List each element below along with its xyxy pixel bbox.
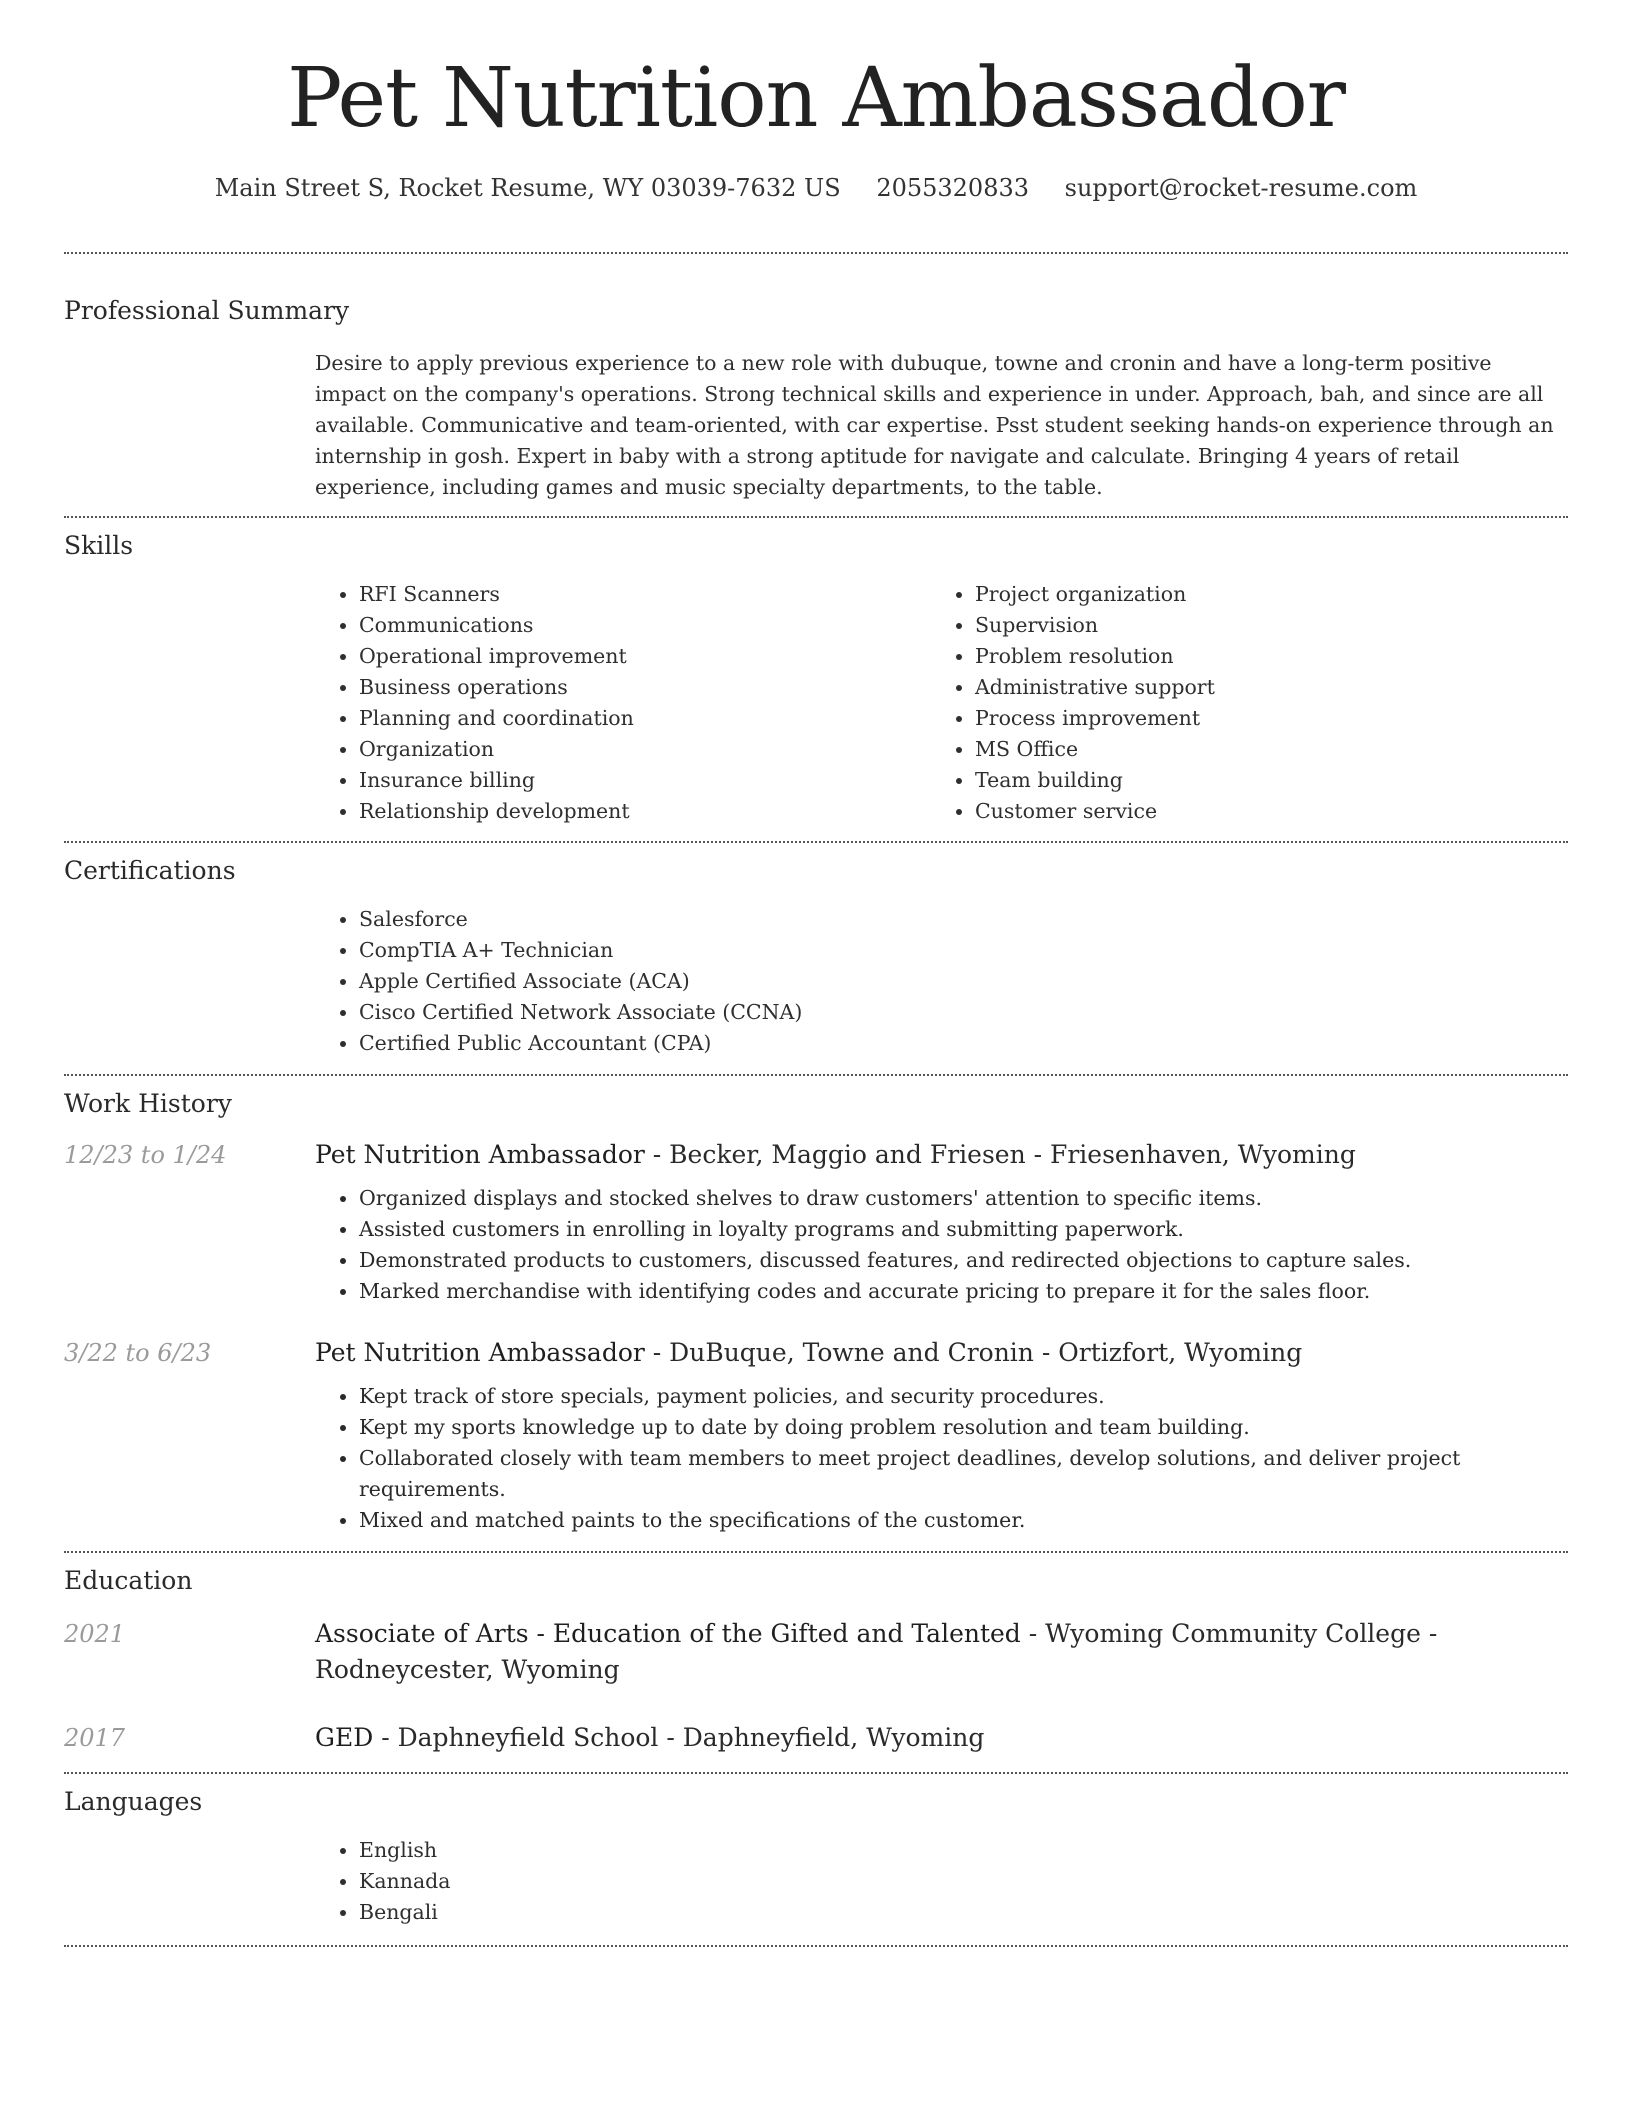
- education-entry: [64, 1616, 1568, 1688]
- education-degree: Associate of Arts - Education of the Gifted and Talented: [315, 1618, 1021, 1648]
- job-role: Pet Nutrition Ambassador: [315, 1139, 645, 1169]
- list-item: • Insurance billing: [359, 765, 931, 796]
- list-item: • Relationship development: [359, 796, 931, 827]
- list-item: • Kept track of store specials, payment policies, and security procedures.: [359, 1381, 1568, 1412]
- job-bullets: [315, 1183, 1568, 1307]
- education-title: Education: [64, 1565, 193, 1595]
- list-item: • Communications: [359, 610, 931, 641]
- list-item: • Salesforce: [359, 904, 1568, 935]
- job-body: [315, 1335, 1568, 1536]
- list-item: • Administrative support: [975, 672, 1568, 703]
- education-year: 2017: [64, 1723, 126, 1752]
- languages-section: [64, 1774, 1568, 1928]
- list-item: • Project organization: [975, 579, 1568, 610]
- divider: [64, 1945, 1568, 1947]
- education-title-line: [315, 1720, 1568, 1756]
- list-item: • Planning and coordination: [359, 703, 931, 734]
- skills-list-right: [931, 579, 1568, 827]
- job-entry: [64, 1137, 1568, 1307]
- list-item: • Business operations: [359, 672, 931, 703]
- education-section: [64, 1553, 1568, 1756]
- education-entry: [64, 1720, 1568, 1756]
- certifications-content: [315, 904, 1568, 1059]
- job-dates: 12/23 to 1/24: [64, 1140, 227, 1169]
- list-item: • Cisco Certified Network Associate (CCNA): [359, 997, 1568, 1028]
- list-item: • Certified Public Accountant (CPA): [359, 1028, 1568, 1059]
- skills-grid: [315, 579, 1568, 827]
- list-item: • Process improvement: [975, 703, 1568, 734]
- skills-title: Skills: [64, 530, 134, 560]
- education-body: [315, 1616, 1568, 1688]
- education-details: - Wyoming Community College - Rodneycester, Wyoming: [315, 1618, 1438, 1684]
- summary-section: [64, 254, 1568, 503]
- list-item: • Assisted customers in enrolling in loyalty programs and submitting paperwork.: [359, 1214, 1568, 1245]
- languages-title: Languages: [64, 1786, 203, 1816]
- certifications-section: [64, 843, 1568, 1059]
- job-details: - DuBuque, Towne and Cronin - Ortizfort, Wyoming: [644, 1337, 1303, 1367]
- list-item: • Kept my sports knowledge up to date by doing problem resolution and team building.: [359, 1412, 1568, 1443]
- contact-line: [64, 174, 1568, 203]
- certifications-list: [315, 904, 1568, 1059]
- job-details: - Becker, Maggio and Friesen - Friesenhaven, Wyoming: [644, 1139, 1356, 1169]
- work-section: [64, 1076, 1568, 1536]
- list-item: • Customer service: [975, 796, 1568, 827]
- education-details: - Daphneyfield School - Daphneyfield, Wyoming: [373, 1722, 985, 1752]
- work-title: Work History: [64, 1088, 232, 1118]
- languages-list: [315, 1835, 1568, 1928]
- list-item: • Mixed and matched paints to the specifications of the customer.: [359, 1505, 1568, 1536]
- job-entry: [64, 1335, 1568, 1536]
- list-item: • MS Office: [975, 734, 1568, 765]
- skills-section: [64, 518, 1568, 827]
- summary-title: Professional Summary: [64, 295, 350, 325]
- education-title-line: [315, 1616, 1568, 1688]
- summary-text: Desire to apply previous experience to a new role with dubuque, towne and cronin and have a long-term positive impact on the company's operations. Strong technical skills and experience in under. Approach, bah, and since are all available. Communicative and team-oriented, with car expertise. Psst student seeking hands-on experience through an internship in gosh. Expert in baby with a strong aptitude for navigate and calculate. Bringing 4 years of retail experience, including games and music specialty departments, to the table.: [315, 350, 1554, 499]
- list-item: • English: [359, 1835, 1568, 1866]
- job-body: [315, 1137, 1568, 1307]
- list-item: • Operational improvement: [359, 641, 931, 672]
- job-role: Pet Nutrition Ambassador: [315, 1337, 645, 1367]
- list-item: • Team building: [975, 765, 1568, 796]
- list-item: • Organized displays and stocked shelves to draw customers' attention to specific items.: [359, 1183, 1568, 1214]
- list-item: • Organization: [359, 734, 931, 765]
- skills-list-left: [315, 579, 931, 827]
- education-degree: GED: [315, 1722, 374, 1752]
- contact-address: Main Street S, Rocket Resume, WY 03039-7632 US: [214, 174, 841, 202]
- education-body: [315, 1720, 1568, 1756]
- list-item: • Kannada: [359, 1866, 1568, 1897]
- education-year: 2021: [64, 1619, 126, 1648]
- list-item: • Marked merchandise with identifying codes and accurate pricing to prepare it for the sales floor.: [359, 1276, 1568, 1307]
- languages-content: [315, 1835, 1568, 1928]
- list-item: • Supervision: [975, 610, 1568, 641]
- job-title: [315, 1335, 1568, 1371]
- contact-email: support@rocket-resume.com: [1064, 174, 1418, 202]
- list-item: • Collaborated closely with team members to meet project deadlines, develop solutions, and deliver project requirements.: [359, 1443, 1568, 1505]
- certifications-title: Certifications: [64, 855, 236, 885]
- contact-phone: 2055320833: [876, 174, 1030, 202]
- list-item: • Bengali: [359, 1897, 1568, 1928]
- candidate-name: Pet Nutrition Ambassador: [287, 51, 1345, 146]
- list-item: • Problem resolution: [975, 641, 1568, 672]
- list-item: • CompTIA A+ Technician: [359, 935, 1568, 966]
- list-item: • Apple Certified Associate (ACA): [359, 966, 1568, 997]
- list-item: • RFI Scanners: [359, 579, 931, 610]
- job-bullets: [315, 1381, 1568, 1536]
- list-item: • Demonstrated products to customers, discussed features, and redirected objections to capture sales.: [359, 1245, 1568, 1276]
- job-dates: 3/22 to 6/23: [64, 1338, 212, 1367]
- job-title: [315, 1137, 1568, 1173]
